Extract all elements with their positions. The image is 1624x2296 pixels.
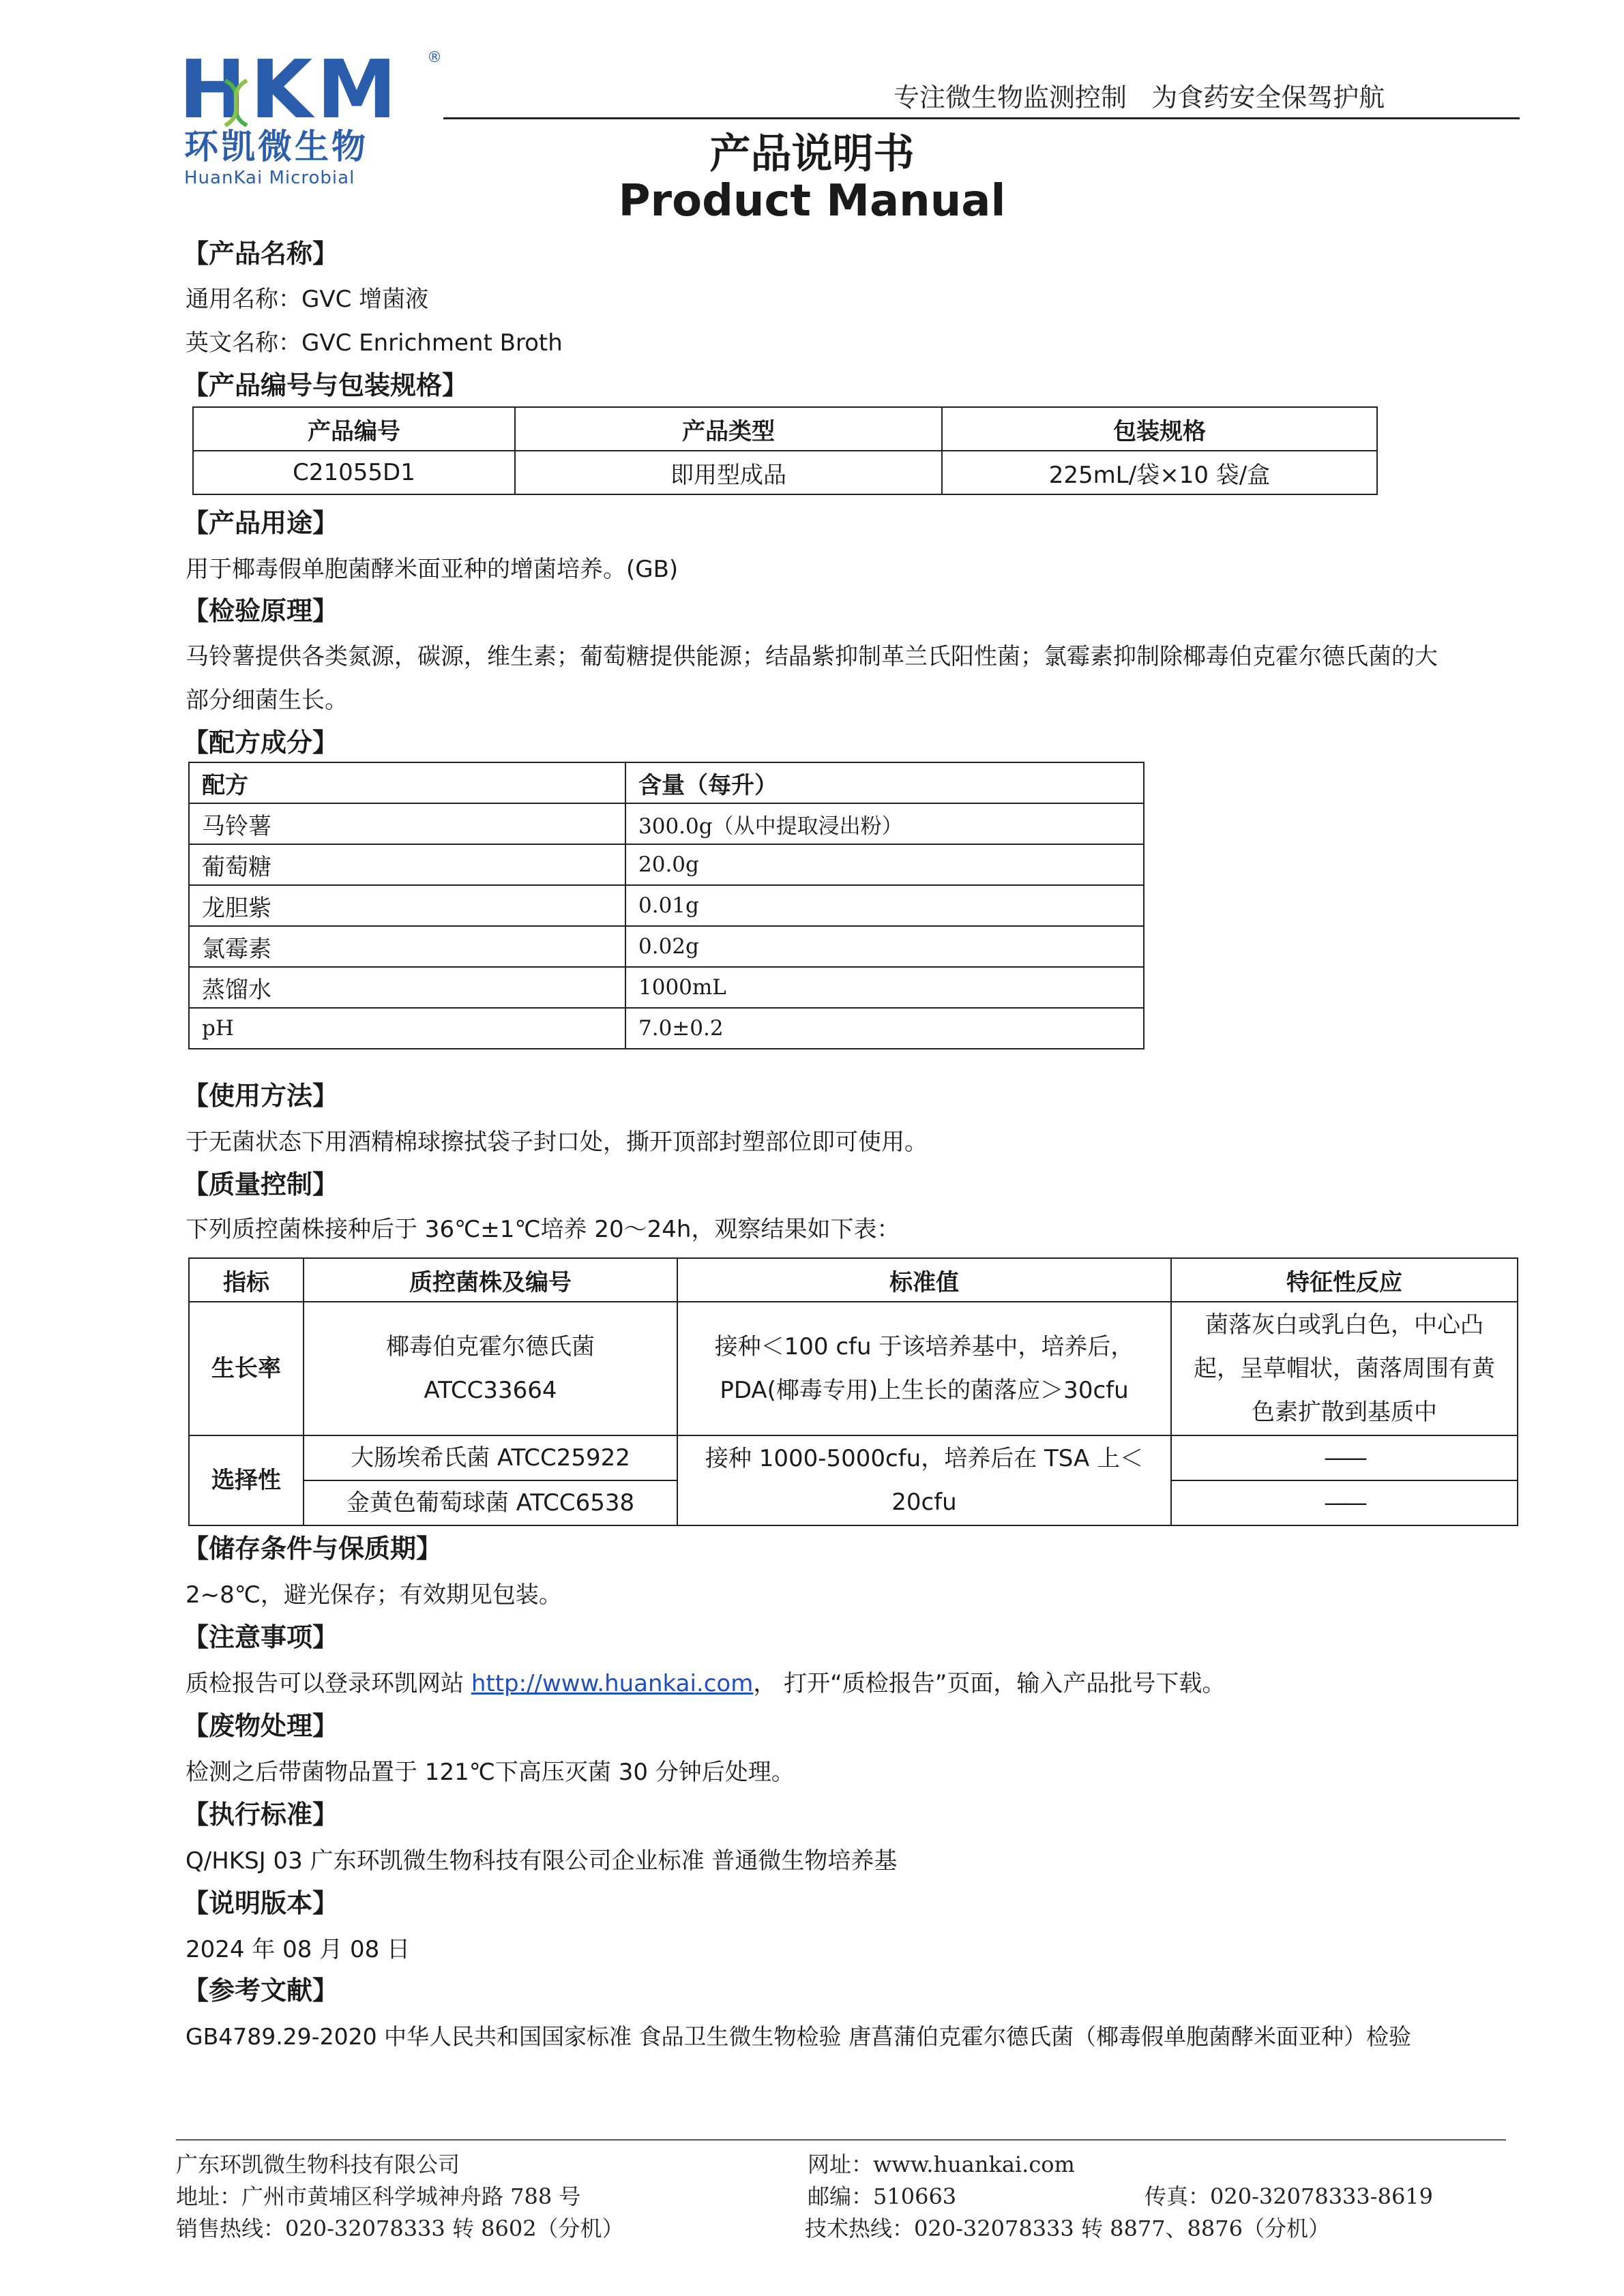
ingredient-amount: 20.0g	[625, 844, 1144, 885]
qc-selectivity-strain-b: 金黄色葡萄球菌 ATCC6538	[304, 1480, 677, 1525]
qc-growth-reaction-line1: 菌落灰白或乳白色，中心凸	[1205, 1311, 1483, 1339]
table-row	[189, 844, 1144, 885]
storage-text: 2~8℃，避光保存；有效期见包装。	[186, 1581, 562, 1609]
footer-fax: 传真：020-32078333-8619	[1145, 2183, 1434, 2209]
section-heading-formula: 【配方成分】	[183, 728, 339, 758]
ingredient-name: 马铃薯	[189, 803, 625, 844]
section-heading-spec: 【产品编号与包装规格】	[183, 370, 469, 400]
disposal-text: 检测之后带菌物品置于 121℃下高压灭菌 30 分钟后处理。	[186, 1759, 795, 1786]
header-slogan: 专注微生物监测控制 为食药安全保驾护航	[894, 83, 1385, 113]
table-row	[189, 885, 1144, 926]
table-row	[189, 1302, 1518, 1435]
document-title-en: Product Manual	[618, 176, 1006, 226]
section-heading-usage: 【产品用途】	[183, 508, 339, 538]
spec-header-package: 包装规格	[942, 407, 1377, 451]
section-heading-product-name: 【产品名称】	[183, 239, 339, 269]
table-row	[189, 803, 1144, 844]
section-heading-notes: 【注意事项】	[183, 1622, 339, 1652]
spec-type: 即用型成品	[515, 451, 942, 494]
footer-tech-hotline: 技术热线：020-32078333 转 8877、8876（分机）	[805, 2216, 1330, 2241]
qc-growth-strain	[304, 1302, 677, 1435]
registered-icon: ®	[427, 49, 442, 66]
ingredient-amount: 0.01g	[625, 885, 1144, 926]
section-heading-disposal: 【废物处理】	[183, 1711, 339, 1741]
qc-growth-reaction	[1171, 1302, 1518, 1435]
usage-text: 用于椰毒假单胞菌酵米面亚种的增菌培养。(GB)	[186, 556, 679, 583]
section-heading-version: 【说明版本】	[183, 1888, 339, 1918]
ingredient-amount: 0.02g	[625, 926, 1144, 967]
qc-growth-standard-line1: 接种＜100 cfu 于该培养基中，培养后，	[714, 1333, 1134, 1360]
reference-text: GB4789.29-2020 中华人民共和国国家标准 食品卫生微生物检验 唐菖蒲伯克霍尔德氏菌（椰毒假单胞菌酵米面亚种）检验	[186, 2023, 1412, 2050]
ingredient-amount: 300.0g（从中提取浸出粉）	[625, 803, 1144, 844]
qc-selectivity-standard	[677, 1435, 1171, 1525]
formula-header-ingredient: 配方	[189, 762, 625, 803]
qc-growth-standard	[677, 1302, 1171, 1435]
section-heading-method: 【使用方法】	[183, 1081, 339, 1111]
qc-header-reaction: 特征性反应	[1171, 1258, 1518, 1302]
ingredient-name: 葡萄糖	[189, 844, 625, 885]
logo-chinese-name: 环凯微生物	[184, 127, 368, 166]
qc-selectivity-standard-line1: 接种 1000-5000cfu，培养后在 TSA 上＜	[705, 1445, 1144, 1472]
ingredient-amount: 1000mL	[625, 967, 1144, 1008]
section-heading-storage: 【储存条件与保质期】	[183, 1534, 443, 1564]
footer-address: 地址：广州市黄埔区科学城神舟路 788 号	[176, 2183, 581, 2209]
qc-header-strain: 质控菌株及编号	[304, 1258, 677, 1302]
logo-english-name: HuanKai Microbial	[184, 168, 355, 188]
logo-mark: HKM	[179, 42, 401, 136]
ingredient-name: 龙胆紫	[189, 885, 625, 926]
section-heading-reference: 【参考文献】	[183, 1976, 339, 2006]
ingredient-name: pH	[189, 1008, 625, 1049]
document-title-cn: 产品说明书	[709, 130, 915, 178]
qc-selectivity-reaction-b: ——	[1171, 1480, 1518, 1525]
ingredient-name: 氯霉素	[189, 926, 625, 967]
qc-growth-standard-line2: PDA(椰毒专用)上生长的菌落应＞30cfu	[720, 1377, 1129, 1404]
footer-postcode: 邮编：510663	[808, 2183, 957, 2209]
qc-table	[188, 1257, 1518, 1526]
qc-selectivity-strain-a: 大肠埃希氏菌 ATCC25922	[304, 1435, 677, 1480]
qc-header-index: 指标	[189, 1258, 304, 1302]
qc-header-standard: 标准值	[677, 1258, 1171, 1302]
ingredient-name: 蒸馏水	[189, 967, 625, 1008]
qc-growth-strain-name: 椰毒伯克霍尔德氏菌	[386, 1333, 595, 1360]
footer-website: 网址：www.huankai.com	[808, 2151, 1075, 2177]
qc-growth-reaction-line3: 色素扩散到基质中	[1252, 1399, 1437, 1426]
spec-table	[192, 406, 1378, 495]
table-row	[189, 1008, 1144, 1049]
spec-header-code: 产品编号	[193, 407, 515, 451]
standard-text: Q/HKSJ 03 广东环凯微生物科技有限公司企业标准 普通微生物培养基	[186, 1847, 898, 1875]
website-link[interactable]: http://www.huankai.com	[471, 1670, 754, 1697]
qc-growth-label: 生长率	[189, 1302, 304, 1435]
version-text: 2024 年 08 月 08 日	[186, 1936, 411, 1963]
footer-company: 广东环凯微生物科技有限公司	[176, 2151, 460, 2177]
section-heading-principle: 【检验原理】	[183, 596, 339, 626]
notes-suffix: ， 打开“质检报告”页面，输入产品批号下载。	[753, 1670, 1226, 1697]
qc-intro: 下列质控菌株接种后于 36℃±1℃培养 20～24h，观察结果如下表：	[186, 1216, 900, 1243]
table-row	[189, 926, 1144, 967]
notes-text	[186, 1672, 1225, 1695]
ingredient-amount: 7.0±0.2	[625, 1008, 1144, 1049]
header-divider	[443, 117, 1520, 119]
qc-selectivity-standard-line2: 20cfu	[891, 1489, 957, 1516]
formula-header-amount: 含量（每升）	[625, 762, 1144, 803]
principle-text-line1: 马铃薯提供各类氮源，碳源，维生素；葡萄糖提供能源；结晶紫抑制革兰氏阳性菌；氯霉素抑制除椰毒伯克霍尔德氏菌的大	[186, 643, 1438, 670]
spec-header-type: 产品类型	[515, 407, 942, 451]
table-row	[189, 967, 1144, 1008]
method-text: 于无菌状态下用酒精棉球擦拭袋子封口处，撕开顶部封塑部位即可使用。	[186, 1129, 928, 1156]
dna-icon	[221, 79, 251, 127]
spec-package: 225mL/袋×10 袋/盒	[942, 451, 1377, 494]
qc-growth-reaction-line2: 起，呈草帽状，菌落周围有黄	[1194, 1355, 1495, 1382]
common-name: 通用名称：GVC 增菌液	[186, 286, 429, 313]
notes-prefix: 质检报告可以登录环凯网站	[186, 1670, 471, 1697]
spec-code: C21055D1	[193, 451, 515, 494]
qc-growth-strain-id: ATCC33664	[424, 1377, 557, 1404]
section-heading-qc: 【质量控制】	[183, 1169, 339, 1199]
english-name: 英文名称：GVC Enrichment Broth	[186, 329, 563, 357]
section-heading-standard: 【执行标准】	[183, 1800, 339, 1830]
footer-sales-hotline: 销售热线：020-32078333 转 8602（分机）	[176, 2216, 624, 2241]
formula-table	[188, 762, 1145, 1049]
qc-selectivity-label: 选择性	[189, 1435, 304, 1525]
qc-selectivity-reaction-a: ——	[1171, 1435, 1518, 1480]
principle-text-line2: 部分细菌生长。	[186, 687, 348, 714]
table-row	[189, 1435, 1518, 1480]
footer-divider	[176, 2139, 1506, 2141]
